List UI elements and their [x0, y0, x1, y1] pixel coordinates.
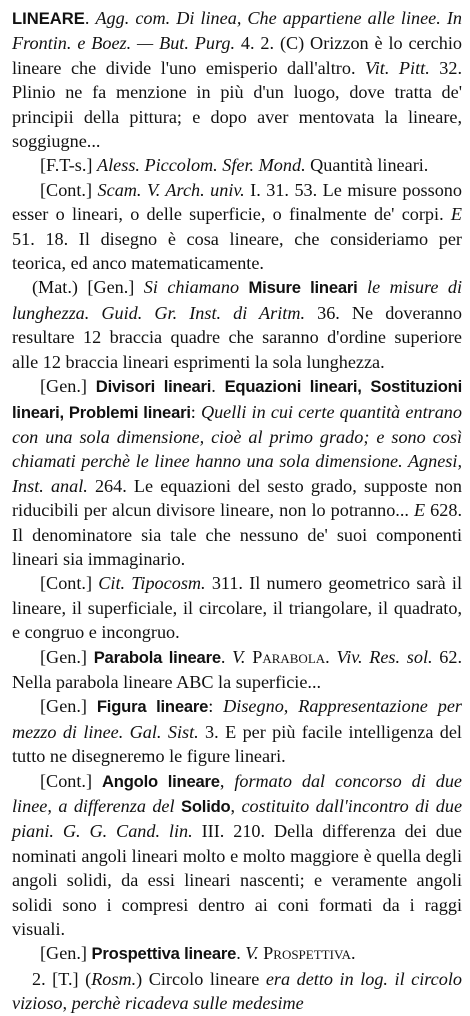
dictionary-entry-lineare [12, 6, 462, 1016]
term-phrase: Figura lineare [96, 697, 209, 717]
italic-run: Quelli in cui certe quantità entrano con una sola dimensione, cioè al primo grado; e sono così chiamati perchè le linee hanno una sola dimensione. Agnesi, Inst. anal. [12, 401, 462, 496]
term-phrase: Solido [181, 797, 231, 816]
text-run: 62. Nella parabola lineare ABC la superficie... [12, 646, 463, 692]
text-run: . [84, 8, 96, 28]
text-run: , [230, 796, 242, 816]
entry-subsense-paragraph [12, 941, 462, 966]
text-run: 311. Il numero geometrico sarà il lineare, il superficiale, il circolare, il triangolare, il quadrato, e congruo e incongruo. [12, 573, 462, 643]
cross-reference: Parabola [252, 646, 326, 667]
text-run: [Gen.] [40, 943, 92, 964]
cross-reference: Prospettiva [263, 943, 352, 964]
entry-subsense-paragraph [12, 571, 462, 644]
text-run: ) Circolo lineare [136, 968, 266, 989]
text-run: . [236, 943, 246, 964]
term-phrase: Angolo lineare [101, 771, 220, 791]
text-run: . [325, 646, 337, 667]
italic-run: Aless. Piccolom. Sfer. Mond. [97, 155, 306, 176]
italic-run: E [450, 204, 462, 225]
term-phrase: Misure lineari [248, 278, 358, 298]
italic-run: le misure di lunghezza. Guid. Gr. Inst. di Aritm. [12, 277, 462, 323]
text-run: . [351, 943, 356, 964]
italic-run: E [414, 500, 426, 521]
text-run [358, 277, 367, 297]
entry-subsense-paragraph [12, 967, 462, 1016]
italic-run: Cit. Tipocosm. [98, 573, 206, 594]
text-run: 2. [T.] ( [32, 968, 92, 989]
italic-run: V. [245, 943, 259, 964]
text-run: I. 31. 53. Le misure possono esser o lineari, o delle superficie, o finalmente de' corpi. [12, 179, 462, 225]
entry-subsense-paragraph [12, 178, 462, 276]
italic-run: Si chiamano [143, 277, 240, 298]
text-run: , [219, 770, 235, 791]
entry-subsense-paragraph [12, 769, 462, 942]
italic-run: Viv. Res. sol. [336, 646, 433, 667]
text-run: [F.T-s.] [40, 155, 97, 176]
text-run: (Mat.) [Gen.] [32, 277, 144, 298]
italic-run: Vit. Pitt. [365, 57, 430, 78]
term-phrase: Equazioni lineari, Sostituzioni lineari, Problemi lineari [12, 377, 462, 422]
italic-run: V. [232, 646, 246, 667]
text-run: [Cont.] [40, 770, 102, 791]
italic-run: Scam. V. Arch. univ. [97, 179, 245, 200]
text-run: : [190, 401, 201, 422]
entry-subsense-paragraph [12, 645, 462, 695]
text-run: 36. Ne doveranno resultare 12 braccia quadre che saranno d'ordine superiore alle 12 braccia lineari esprimenti la sola lunghezza. [12, 302, 462, 372]
text-run: 3. E per più facile intelligenza del tutto ne disegneremo le figure lineari. [12, 721, 462, 767]
italic-run: Rosm. [91, 968, 137, 989]
italic-run: Agg. com. Di linea, Che appartiene alle linee. In Frontin. e Boez. — But. Purg. [12, 8, 462, 54]
term-phrase: Prospettiva lineare [91, 944, 237, 964]
text-run: Quantità lineari. [305, 155, 429, 176]
text-run: 32. Plinio ne fa menzione in più d'un luogo, dove tratta de' principii della pittura; e dopo aver mentovata la lineare, soggiugne... [12, 57, 462, 152]
italic-run: costituito dall'incontro di due piani. G. G. Cand. lin. [12, 796, 463, 842]
text-run: . [211, 376, 225, 397]
text-run: 628. Il denominatore sia tale che nessuno de' suoi componenti lineari sia immaginario. [12, 500, 462, 569]
text-run: [Cont.] [40, 179, 98, 200]
entry-subsense-paragraph [12, 275, 462, 374]
text-run: 264. Le equazioni del sesto grado, supposte non riducibili per alcun divisore lineare, non lo potranno... [12, 475, 462, 521]
text-run: III. 210. Della differenza dei due nominati angoli lineari molto e molto maggiore è quella degli angoli solidi, da essi lineari nascenti; e veramente angoli solidi sono i compresi dentro ai coni formati da i raggi visuali. [12, 821, 462, 940]
text-run: 4. 2. (C) Orizzon è lo cerchio lineare che divide l'uno emisperio dall'altro. [12, 33, 462, 78]
text-run: : [208, 696, 224, 717]
text-run: [Cont.] [40, 573, 99, 594]
entry-definition-paragraph [12, 6, 462, 153]
term-phrase: Parabola lineare [93, 647, 221, 667]
text-run [239, 277, 248, 297]
entry-subsense-paragraph [12, 374, 462, 571]
text-run: 51. 18. Il disegno è cosa lineare, che consideriamo per teorica, ed anco matematicamente. [12, 228, 462, 274]
entry-subsense-paragraph [12, 153, 462, 177]
text-run: . [220, 646, 233, 667]
text-run: [Gen.] [40, 376, 96, 397]
entry-subsense-paragraph [12, 694, 462, 768]
text-run: [Gen.] [40, 696, 97, 717]
headword: LINEARE [12, 9, 85, 28]
term-phrase: Divisori lineari [95, 377, 212, 397]
italic-run: era detto in log. il circolo vizioso, perchè ricadeva sulle medesime [12, 968, 462, 1014]
italic-run: formato dal concorso di due linee, a differenza del [12, 770, 462, 816]
text-run: [Gen.] [40, 646, 94, 667]
italic-run: Disegno, Rappresentazione per mezzo di linee. Gal. Sist. [12, 696, 463, 742]
